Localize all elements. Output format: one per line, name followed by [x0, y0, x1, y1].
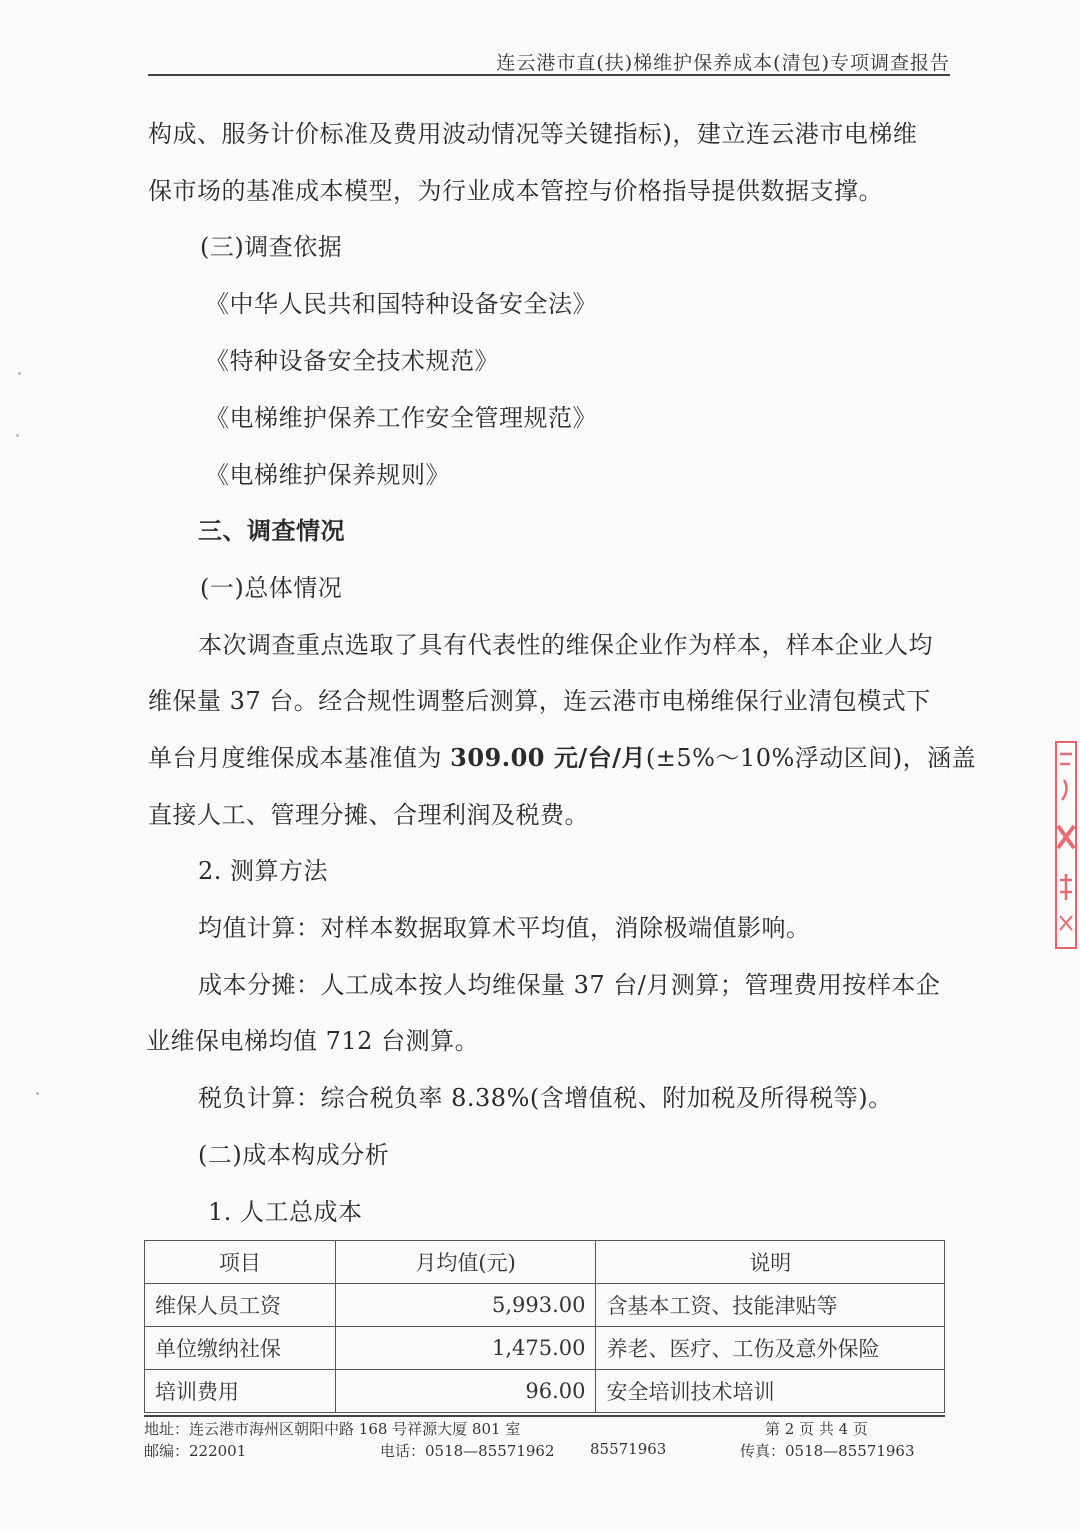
table-header: 说明	[596, 1241, 945, 1284]
basis-item: 《电梯维护保养规则》	[205, 461, 450, 489]
table-cell: 1,475.00	[335, 1327, 596, 1370]
header-title: 连云港市直(扶)梯维护保养成本(清包)专项调查报告	[496, 52, 950, 74]
table-row	[145, 1284, 945, 1327]
table-header: 月均值(元)	[335, 1241, 596, 1284]
footer-postcode: 邮编：222001	[144, 1442, 247, 1460]
scan-speck	[16, 434, 19, 437]
basis-item: 《中华人民共和国特种设备安全法》	[205, 290, 597, 318]
basis-heading: (三)调查依据	[200, 233, 343, 261]
paragraph-line: 维保量 37 台。经合规性调整后测算，连云港市电梯维保行业清包模式下	[148, 687, 931, 715]
paragraph-line: 本次调查重点选取了具有代表性的维保企业作为样本，样本企业人均	[198, 631, 933, 659]
footer-phone-2: 85571963	[590, 1440, 667, 1458]
table-row	[145, 1327, 945, 1370]
subsection-heading: (二)成本构成分析	[198, 1141, 390, 1169]
section-heading: 三、调查情况	[198, 516, 345, 545]
table-cell: 安全培训技术培训	[596, 1370, 945, 1413]
seal-stamp	[1052, 740, 1078, 950]
table-cell: 单位缴纳社保	[145, 1327, 336, 1370]
table-row	[145, 1370, 945, 1413]
footer-rule	[144, 1415, 945, 1417]
text-span: 单台月度维保成本基准值为	[148, 744, 451, 772]
table-cell: 培训费用	[145, 1370, 336, 1413]
table-header-row	[145, 1241, 945, 1284]
table-cell: 5,993.00	[335, 1284, 596, 1327]
paragraph-line: 保市场的基准成本模型，为行业成本管控与价格指导提供数据支撑。	[148, 177, 883, 205]
footer-page-number: 第 2 页 共 4 页	[765, 1420, 868, 1438]
footer-phone: 电话：0518—85571962	[380, 1442, 555, 1460]
basis-item: 《特种设备安全技术规范》	[205, 347, 499, 375]
footer-fax: 传真：0518—85571963	[740, 1442, 915, 1460]
scan-speck	[36, 1092, 39, 1095]
method-alloc: 业维保电梯均值 712 台测算。	[146, 1027, 480, 1055]
text-span: (±5%～10%浮动区间)，涵盖	[645, 744, 977, 772]
scan-speck	[18, 372, 21, 375]
paragraph-line: 直接人工、管理分摊、合理利润及税费。	[148, 801, 589, 829]
labor-cost-table	[144, 1240, 945, 1413]
table-cell: 含基本工资、技能津贴等	[596, 1284, 945, 1327]
benchmark-value: 309.00 元/台/月	[450, 743, 646, 772]
header-rule	[148, 74, 950, 76]
paragraph-line: 构成、服务计价标准及费用波动情况等关键指标)，建立连云港市电梯维	[148, 120, 918, 148]
footer-address: 地址：连云港市海州区朝阳中路 168 号祥源大厦 801 室	[144, 1420, 521, 1438]
table-cell: 维保人员工资	[145, 1284, 336, 1327]
table-cell: 养老、医疗、工伤及意外保险	[596, 1327, 945, 1370]
paragraph-line	[148, 741, 977, 775]
basis-item: 《电梯维护保养工作安全管理规范》	[205, 404, 597, 432]
table-cell: 96.00	[335, 1370, 596, 1413]
labor-heading: 1. 人工总成本	[208, 1198, 363, 1226]
table-header: 项目	[145, 1241, 336, 1284]
method-tax: 税负计算：综合税负率 8.38%(含增值税、附加税及所得税等)。	[198, 1084, 893, 1112]
method-heading: 2. 测算方法	[198, 857, 329, 885]
subsection-heading: (一)总体情况	[200, 574, 343, 602]
method-mean: 均值计算：对样本数据取算术平均值，消除极端值影响。	[198, 914, 811, 942]
method-alloc: 成本分摊：人工成本按人均维保量 37 台/月测算；管理费用按样本企	[198, 971, 941, 999]
